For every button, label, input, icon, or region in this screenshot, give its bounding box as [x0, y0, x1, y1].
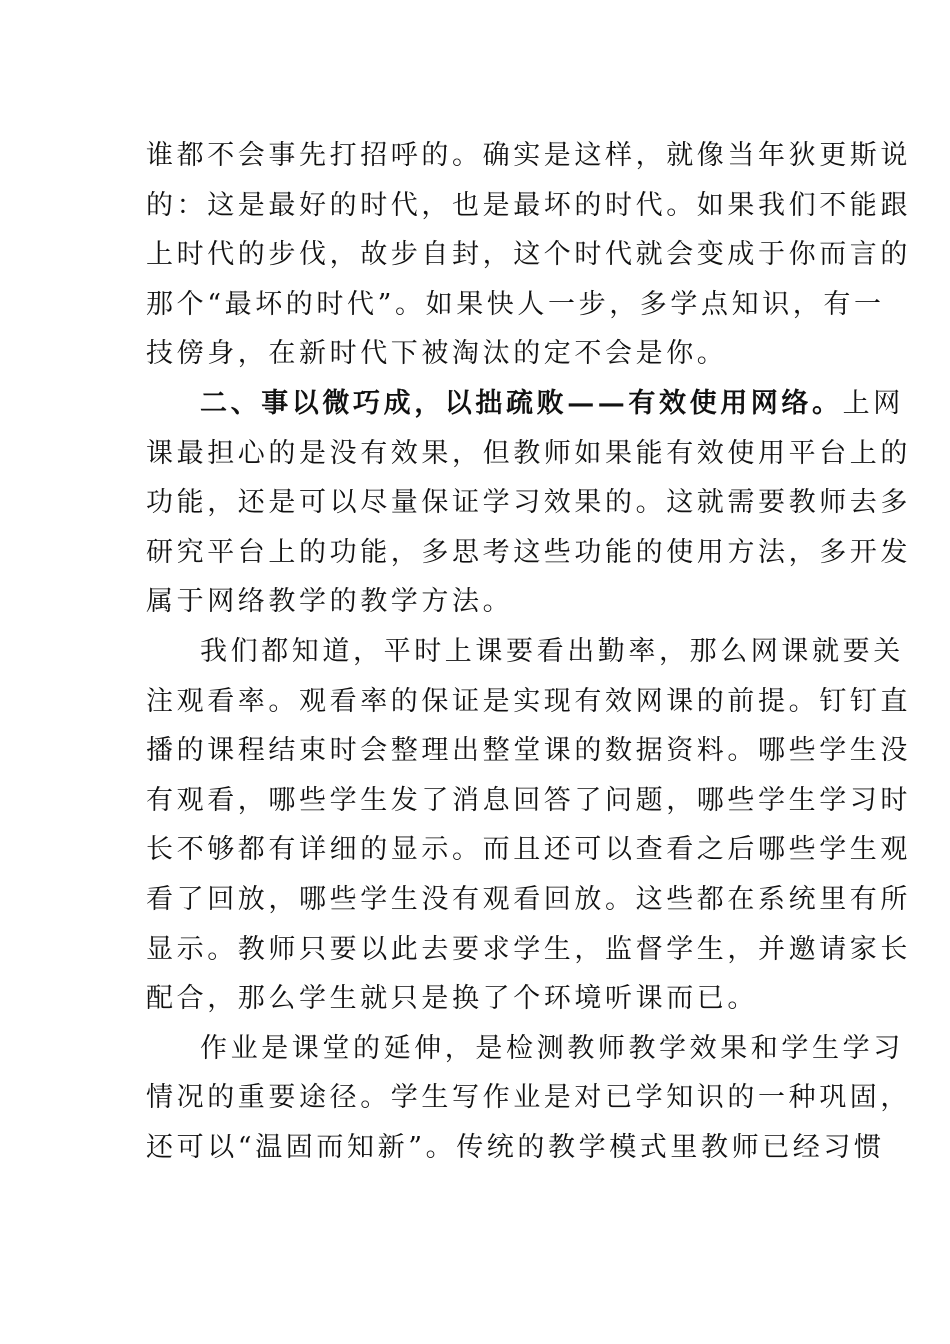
text-line: 看了回放，哪些学生没有观看回放。这些都在系统里有所 [146, 883, 911, 915]
text-line: 配合，那么学生就只是换了个环境听课而已。 [146, 983, 758, 1015]
text-line: 有观看，哪些学生发了消息回答了问题，哪些学生学习时 [146, 784, 911, 816]
text-line: 长不够都有详细的显示。而且还可以查看之后哪些学生观 [146, 834, 911, 866]
text-line: 播的课程结束时会整理出整堂课的数据资料。哪些学生没 [146, 735, 911, 767]
text-line: 课最担心的是没有效果，但教师如果能有效使用平台上的 [146, 437, 911, 469]
text-line: 研究平台上的功能，多思考这些功能的使用方法，多开发 [146, 536, 911, 568]
body-text [146, 131, 911, 1172]
text-line: 我们都知道，平时上课要看出勤率，那么网课就要关 [200, 635, 904, 667]
text-line: 那个“最坏的时代”。如果快人一步，多学点知识，有一 [146, 288, 885, 320]
text-line: 还可以“温固而知新”。传统的教学模式里教师已经习惯 [146, 1131, 885, 1163]
text-line: 属于网络教学的教学方法。 [146, 586, 514, 618]
text-line: 技傍身，在新时代下被淘汰的定不会是你。 [146, 338, 728, 370]
text-line: 功能，还是可以尽量保证学习效果的。这就需要教师去多 [146, 487, 911, 519]
heading-tail-text: 上网 [842, 387, 904, 419]
text-line: 注观看率。观看率的保证是实现有效网课的前提。钉钉直 [146, 685, 911, 717]
section-heading-line [146, 379, 904, 429]
text-line: 的：这是最好的时代，也是最坏的时代。如果我们不能跟 [146, 189, 911, 221]
text-line: 上时代的步伐，故步自封，这个时代就会变成于你而言的 [146, 239, 911, 271]
section-heading: 二、事以微巧成，以拙疏败——有效使用网络。 [200, 387, 843, 419]
text-line: 显示。教师只要以此去要求学生，监督学生，并邀请家长 [146, 933, 911, 965]
text-line: 谁都不会事先打招呼的。确实是这样，就像当年狄更斯说 [146, 140, 911, 171]
text-line: 情况的重要途径。学生写作业是对已学知识的一种巩固， [146, 1082, 911, 1114]
text-line: 作业是课堂的延伸，是检测教师教学效果和学生学习 [200, 1032, 904, 1064]
